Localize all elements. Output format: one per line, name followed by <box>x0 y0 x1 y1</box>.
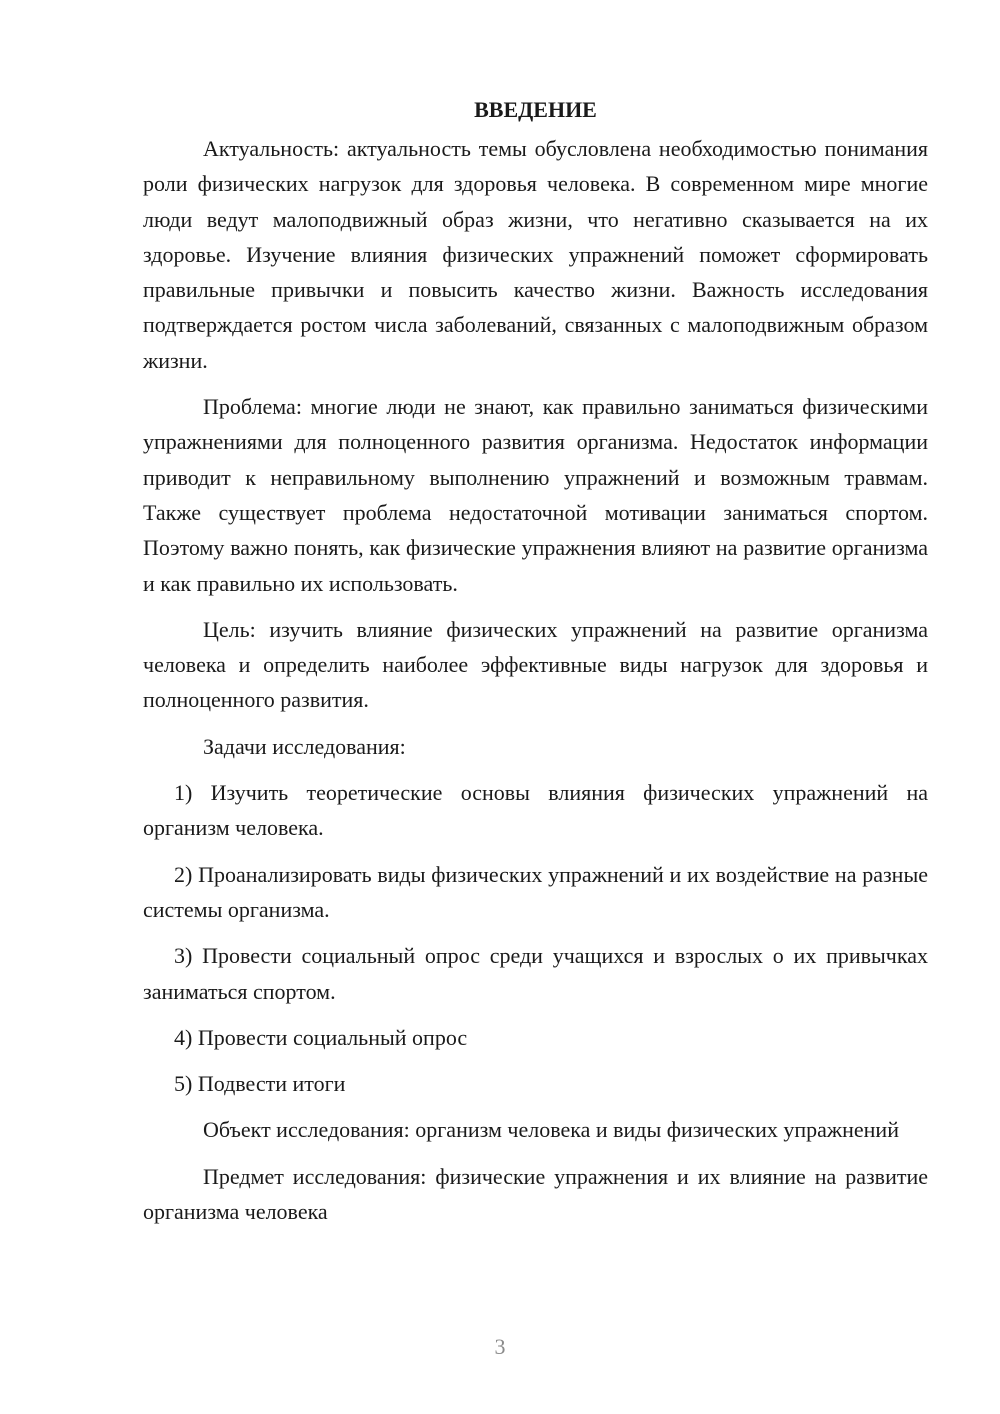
task-item-3: 3) Провести социальный опрос среди учащихся и взрослых о их привычках заниматься спортом. <box>143 943 928 1004</box>
paragraph-problem: Проблема: многие люди не знают, как правильно заниматься физическими упражнениями для полноценного развития организма. Недостаток информации приводит к неправильному выполнению упражнений и возможным травмам. Также существует проблема недостаточной мотивации заниматься спортом. Поэтому важно понять, как физические упражнения влияют на развитие организма и как правильно их использовать. <box>143 394 928 596</box>
paragraph-object: Объект исследования: организм человека и виды физических упражнений <box>203 1117 899 1143</box>
document-page <box>143 92 928 1240</box>
page-title: ВВЕДЕНИЕ <box>474 97 597 122</box>
task-item-5: 5) Подвести итоги <box>174 1071 346 1097</box>
paragraph-goal: Цель: изучить влияние физических упражнений на развитие организма человека и определить наиболее эффективные виды нагрузок для здоровья и полноценного развития. <box>143 616 928 713</box>
paragraph-relevance: Актуальность: актуальность темы обусловлена необходимостью понимания роли физических нагрузок для здоровья человека. В современном мире многие люди ведут малоподвижный образ жизни, что негативно сказывается на их здоровье. Изучение влияния физических упражнений поможет сформировать правильные привычки и повысить качество жизни. Важность исследования подтверждается ростом числа заболеваний, связанных с малоподвижным образом жизни. <box>143 136 928 373</box>
tasks-heading: Задачи исследования: <box>203 733 406 759</box>
task-item-4: 4) Провести социальный опрос <box>174 1024 468 1050</box>
task-item-2: 2) Проанализировать виды физических упражнений и их воздействие на разные системы организма. <box>143 861 928 922</box>
paragraph-subject: Предмет исследования: физические упражнения и их влияние на развитие организма человека <box>143 1163 928 1225</box>
task-item-1: 1) Изучить теоретические основы влияния физических упражнений на организм человека. <box>143 780 928 841</box>
page-number: 3 <box>494 1334 506 1359</box>
